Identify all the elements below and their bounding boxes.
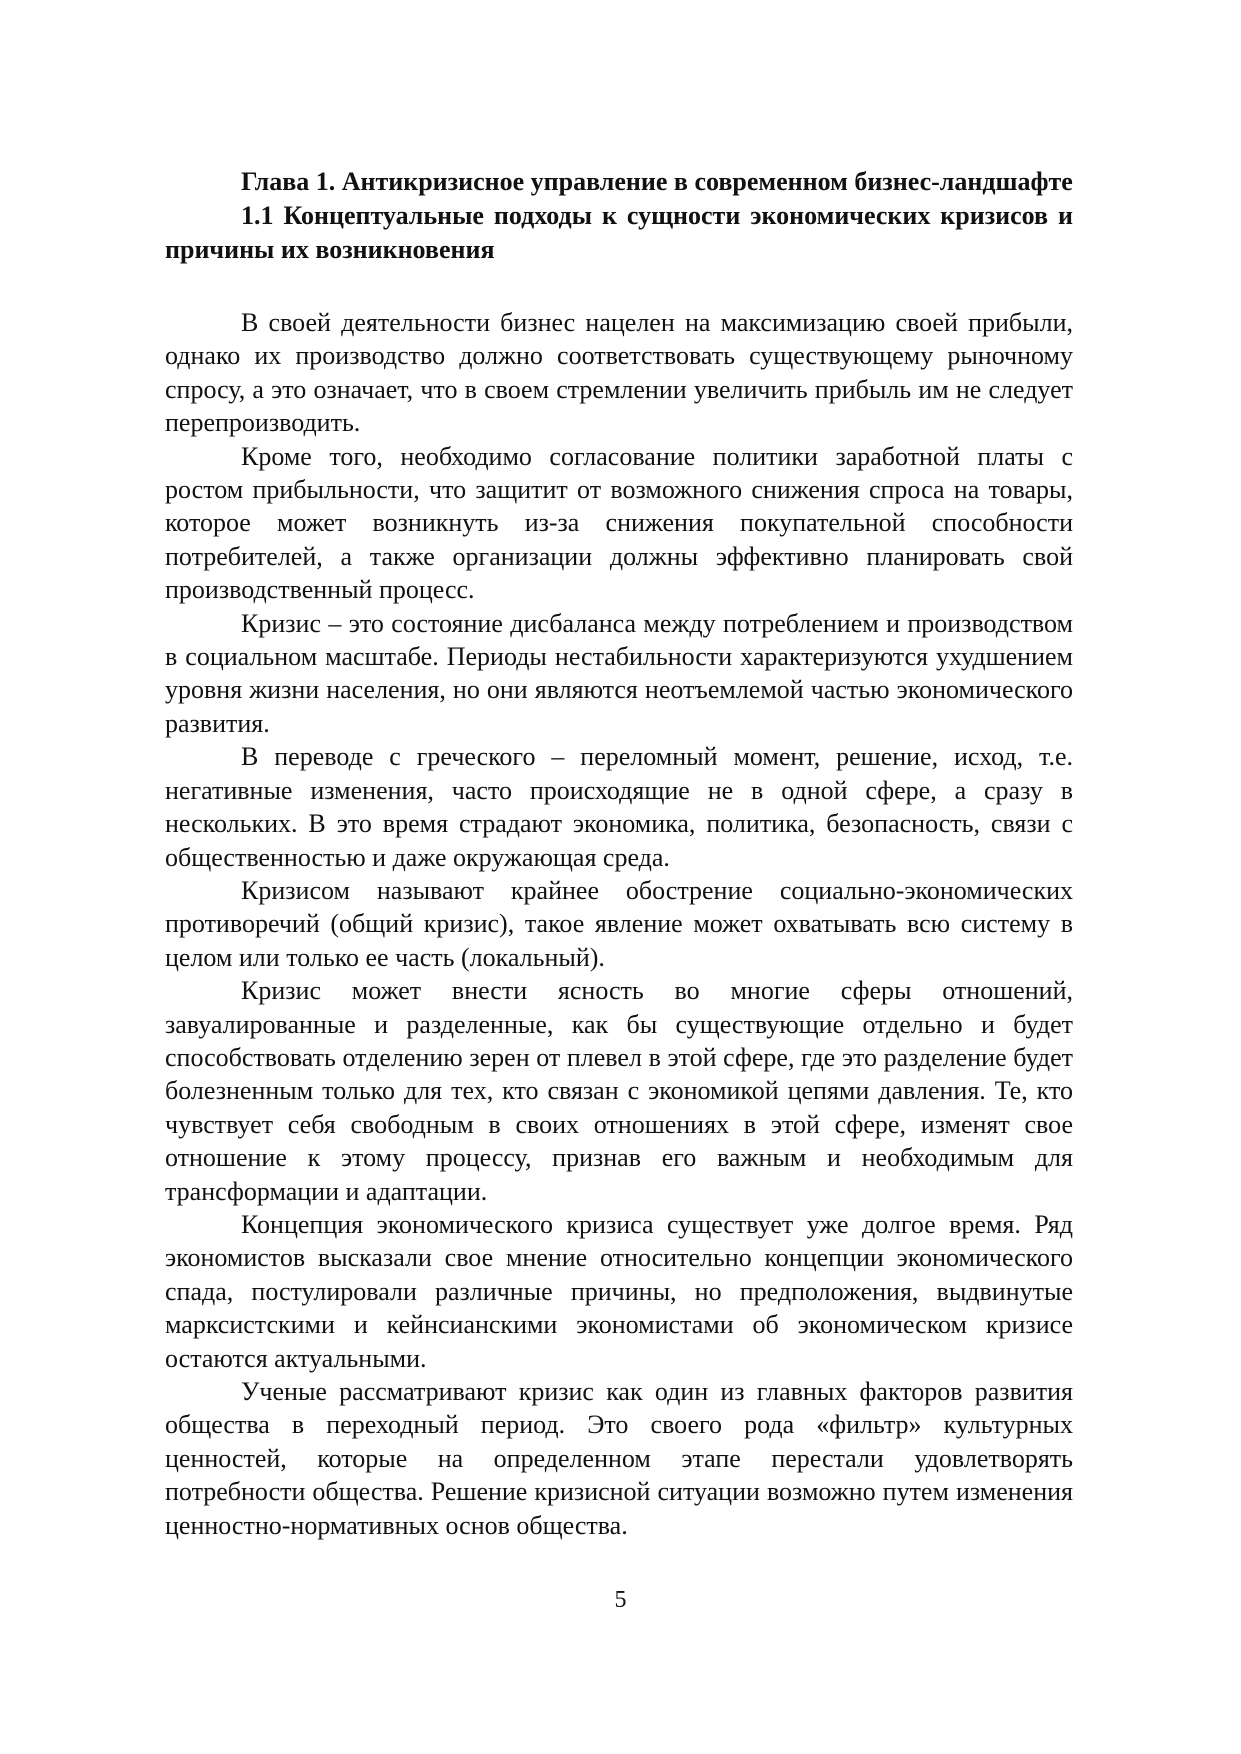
page-content [165, 165, 1073, 1542]
page-number: 5 [614, 1587, 627, 1613]
paragraph: В переводе с греческого – переломный момент, решение, исход, т.е. негативные изменения, часто происходящие не в одной сфере, а сразу в нескольких. В это время страдают экономика, политика, безопасность, связи с общественностью и даже окружающая среда. [165, 742, 1073, 872]
paragraph: В своей деятельности бизнес нацелен на максимизацию своей прибыли, однако их производство должно соответствовать существующему рыночному спросу, а это означает, что в своем стремлении увеличить прибыль им не следует перепроизводить. [165, 308, 1073, 438]
paragraph: Кризис – это состояние дисбаланса между потреблением и производством в социальном масштабе. Периоды нестабильности характеризуются ухудшением уровня жизни населения, но они являются неотъемлемой частью экономического развития. [165, 608, 1073, 738]
body-text [165, 306, 1073, 1542]
paragraph: Кризис может внести ясность во многие сферы отношений, завуалированные и разделенные, как бы существующие отдельно и будет способствовать отделению зерен от плевел в этой сфере, где это разделение будет болезненным только для тех, кто связан с экономикой цепями давления. Те, кто чувствует себя свободным в своих отношениях в этой сфере, изменят свое отношение к этому процессу, признав его важным и необходимым для трансформации и адаптации. [165, 976, 1073, 1206]
paragraph: Кризисом называют крайнее обострение социально-экономических противоречий (общий кризис), такое явление может охватывать всю систему в целом или только ее часть (локальный). [165, 875, 1073, 972]
paragraph: Ученые рассматривают кризис как один из главных факторов развития общества в переходный период. Это своего рода «фильтр» культурных ценностей, которые на определенном этапе перестали удовлетворять потребности общества. Решение кризисной ситуации возможно путем изменения ценностно-нормативных основ общества. [165, 1377, 1073, 1540]
chapter-title: Глава 1. Антикризисное управление в современном бизнес-ландшафте [241, 167, 1073, 196]
paragraph: Концепция экономического кризиса существует уже долгое время. Ряд экономистов высказали свое мнение относительно концепции экономического спада, постулировали различные причины, но предположения, выдвинутые марксистскими и кейнсианскими экономистами об экономическом кризисе остаются актуальными. [165, 1209, 1073, 1373]
paragraph: Кроме того, необходимо согласование политики заработной платы с ростом прибыльности, что защитит от возможного снижения спроса на товары, которое может возникнуть из-за снижения покупательной способности потребителей, а также организации должны эффективно планировать свой производственный процесс. [165, 441, 1073, 605]
section-title: 1.1 Концептуальные подходы к сущности экономических кризисов и причины их возникновения [165, 201, 1073, 264]
